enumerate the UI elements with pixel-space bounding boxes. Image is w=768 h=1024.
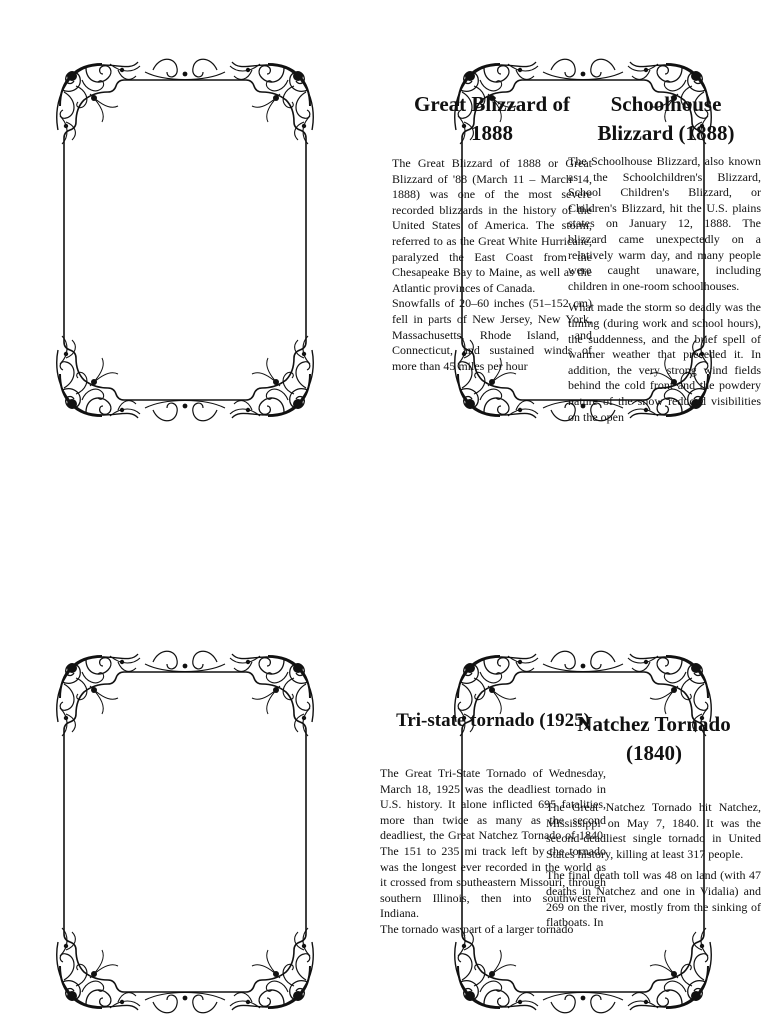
card-body — [568, 154, 761, 444]
card-title: Tri-state tornado (1925) — [396, 710, 590, 731]
card-paragraph: Snowfalls of 20–60 inches (51–152 cm) fell in parts of New Jersey, New York, Massachusetts, Rhode Island, and Connecticut, and sustained winds of more than 45 miles per hour — [392, 296, 592, 373]
card-paragraph: The Schoolhouse Blizzard, also known as the Schoolchildren's Blizzard, School Children's Blizzard, or Children's Blizzard, hit the U.S. plains states on January 12, 1888. The blizzard came unexpectedly on a relatively warm day, and many people were caught unaware, including children in one-room schoolhouses. — [568, 154, 761, 293]
card-paragraph: What made the storm so deadly was the timing (during work and school hours), the suddenness, and the brief spell of warmer weather that preceded it. In addition, the very strong wind fields behind the cold front and the powdery nature of the snow reduced visibilities on the open — [568, 300, 761, 424]
card-body — [392, 156, 592, 406]
ornamental-border-icon — [56, 60, 314, 420]
card-frame-3 — [56, 652, 314, 1012]
card-title: Schoolhouse Blizzard (1888) — [597, 92, 735, 145]
ornamental-border-icon — [56, 652, 314, 1012]
card-paragraph: The Great Natchez Tornado hit Natchez, Mississippi on May 7, 1840. It was the second-deadliest single tornado in United States history, killing at least 317 people. — [546, 800, 761, 861]
card-paragraph: The final death toll was 48 on land (with 47 deaths in Natchez and one in Vidalia) and 269 on the river, mostly from the sinking of flatboats. In — [546, 868, 761, 930]
card-title: Great Blizzard of 1888 — [414, 92, 570, 145]
card-frame-1 — [56, 60, 314, 420]
card-paragraph: The tornado was part of a larger tornado — [380, 921, 574, 936]
card-paragraph: The Great Tri-State Tornado of Wednesday, March 18, 1925 was the deadliest tornado in U.S. history. It alone inflicted 695 fatalities, more than twice as many as the second deadliest, the Great Natchez Tornado of 1840. The 151 to 235 mi track left by the tornado was the longest ever recorded in the world as it crossed from southeastern Missouri, through southern Illinois, then into southwestern Indiana. — [380, 766, 606, 921]
card-paragraph: The Great Blizzard of 1888 or Great Blizzard of '88 (March 11 – March 14, 1888) was one of the most severe recorded blizzards in the history of the United States of America. The storm, referred to as the Great White Hurricane, paralyzed the East Coast from the Chesapeake Bay to Maine, as well as the Atlantic provinces of Canada. — [392, 156, 592, 295]
card-body — [546, 800, 761, 972]
card-title: Natchez Tornado (1840) — [577, 712, 731, 765]
